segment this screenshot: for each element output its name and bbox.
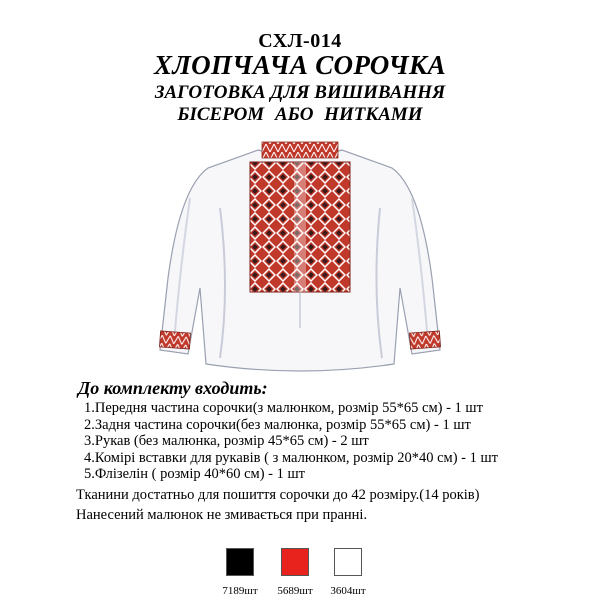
shirt-illustration bbox=[150, 128, 450, 378]
kit-item: 5.Флізелін ( розмір 40*60 см) - 1 шт bbox=[84, 466, 306, 483]
shirt-drawing bbox=[150, 128, 450, 378]
kit-item: 1.Передня частина сорочки(з малюнком, розмір 55*65 см) - 1 шт bbox=[84, 400, 483, 416]
kit-item: 4.Комірі вставки для рукавів ( з малюнком, розмір 20*40 см) - 1 шт bbox=[84, 449, 499, 466]
swatch-black bbox=[226, 548, 254, 576]
product-subtitle-line1: ЗАГОТОВКА ДЛЯ ВИШИВАННЯ bbox=[154, 82, 446, 103]
fabric-note: Тканини достатньо для пошиття сорочки до 42 розміру.(14 років) bbox=[76, 487, 480, 503]
swatch-label: 3604шт bbox=[330, 585, 366, 597]
kit-list bbox=[84, 400, 498, 483]
swatch-white bbox=[334, 548, 362, 576]
kit-item: 3.Рукав (без малюнка, розмір 45*65 см) - 2 шт bbox=[84, 433, 369, 450]
swatch-label: 7189шт bbox=[222, 585, 258, 597]
right-cuff-embroidery bbox=[409, 331, 440, 349]
kit-item: 2.Задня частина сорочки(без малюнка, розмір 55*65 см) - 1 шт bbox=[84, 416, 471, 433]
swatch-label: 5689шт bbox=[277, 585, 313, 597]
left-cuff-embroidery bbox=[159, 331, 190, 349]
product-code: СХЛ-014 bbox=[258, 30, 342, 52]
wash-note: Нанесений малюнок не змивається при пранні. bbox=[76, 507, 368, 523]
product-subtitle-line2: БІСЕРОМ АБО НИТКАМИ bbox=[177, 104, 423, 125]
kit-heading: До комплекту входить: bbox=[78, 378, 268, 398]
product-title: ХЛОПЧАЧА СОРОЧКА bbox=[154, 50, 446, 80]
swatch-red bbox=[281, 548, 309, 576]
collar-embroidery bbox=[262, 142, 338, 158]
